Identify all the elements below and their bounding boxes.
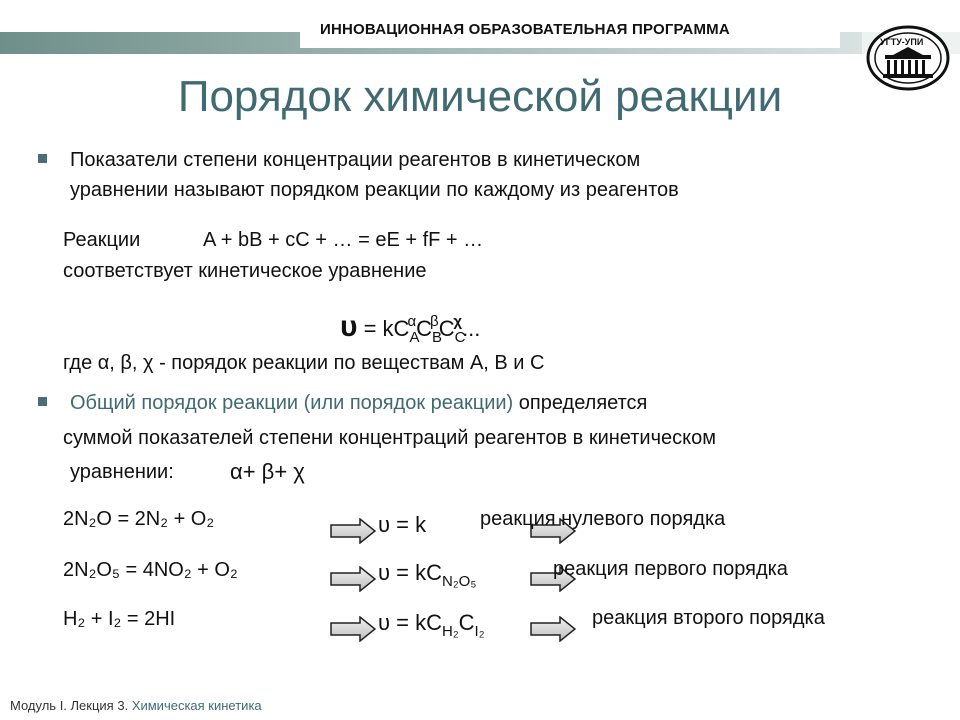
conc-c2: C (416, 316, 433, 341)
rate-expr-3-sub2: I₂ (474, 623, 485, 640)
conc-c3: C (438, 316, 455, 341)
where-line: где α, β, χ - порядок реакции по веществам A, B и C (63, 352, 545, 374)
sub-b: B (432, 329, 443, 346)
bullet-marker-2 (38, 397, 47, 406)
bullet2-line3: уравнении: (70, 461, 174, 483)
sup-chi: χ (453, 313, 463, 330)
sup-alpha: α (407, 313, 417, 330)
rate-expr-3-sub1: H₂ (442, 623, 459, 640)
order-sum: α+ β+ χ (230, 459, 305, 484)
kinetic-eq-body: = kC (363, 316, 410, 341)
sup-beta: β (430, 313, 439, 330)
example3-order: реакция второго порядка (592, 607, 825, 629)
arrow-icon (330, 518, 376, 544)
reaction-equation: A + bB + cC + … = eE + fF + … (203, 229, 484, 251)
reaction-line2: соответствует кинетическое уравнение (63, 260, 427, 282)
footer-module: Модуль I. Лекция 3. (10, 698, 129, 713)
reaction-label: Реакции (63, 229, 141, 251)
rate-expr-2-main: υ = kC (378, 560, 442, 585)
arrow-icon (530, 616, 576, 642)
bullet2-rest: определяется (513, 392, 648, 414)
bullet2-line1 (70, 389, 647, 417)
bullet-marker (38, 154, 47, 163)
rate-expr-2-sub: N₂O₅ (442, 573, 477, 590)
bullet2-line2: суммой показателей степени концентраций реагентов в кинетическом (63, 427, 716, 449)
kinetic-eq-tail: ... (462, 316, 481, 341)
rate-expr-3-main: υ = kC (378, 610, 442, 635)
program-label: ИННОВАЦИОННАЯ ОБРАЗОВАТЕЛЬНАЯ ПРОГРАММА (320, 21, 730, 38)
example2-equation: 2N₂O₅ = 4NO₂ + O₂ (63, 559, 238, 581)
sub-c: C (454, 329, 466, 346)
footer (10, 698, 262, 713)
example1-order: реакция нулевого порядка (480, 508, 726, 530)
rate-expr-1: υ = k (378, 512, 427, 537)
logo-text: УГТУ-УПИ (880, 37, 924, 47)
example3-equation: H₂ + I₂ = 2HI (63, 608, 176, 630)
example2-order: реакция первого порядка (553, 558, 788, 580)
bullet1-line2: уравнении называют порядком реакции по каждому из реагентов (70, 179, 679, 201)
arrow-icon (330, 566, 376, 592)
rate-expr-3-c2: C (458, 610, 475, 635)
footer-topic: Химическая кинетика (131, 698, 262, 713)
arrow-icon (330, 616, 376, 642)
page-title: Порядок химической реакции (177, 72, 783, 121)
rate-expr-2 (378, 560, 477, 590)
sub-a: A (409, 329, 420, 346)
rate-symbol: υ (340, 310, 358, 343)
bullet2-highlight: Общий порядок реакции (или порядок реакции) (70, 392, 514, 414)
kinetic-equation (340, 310, 480, 344)
example1-equation: 2N₂O = 2N₂ + O₂ (63, 508, 215, 530)
rate-expr-3 (378, 610, 485, 640)
bullet1-line1: Показатели степени концентрации реагентов в кинетическом (70, 149, 641, 171)
